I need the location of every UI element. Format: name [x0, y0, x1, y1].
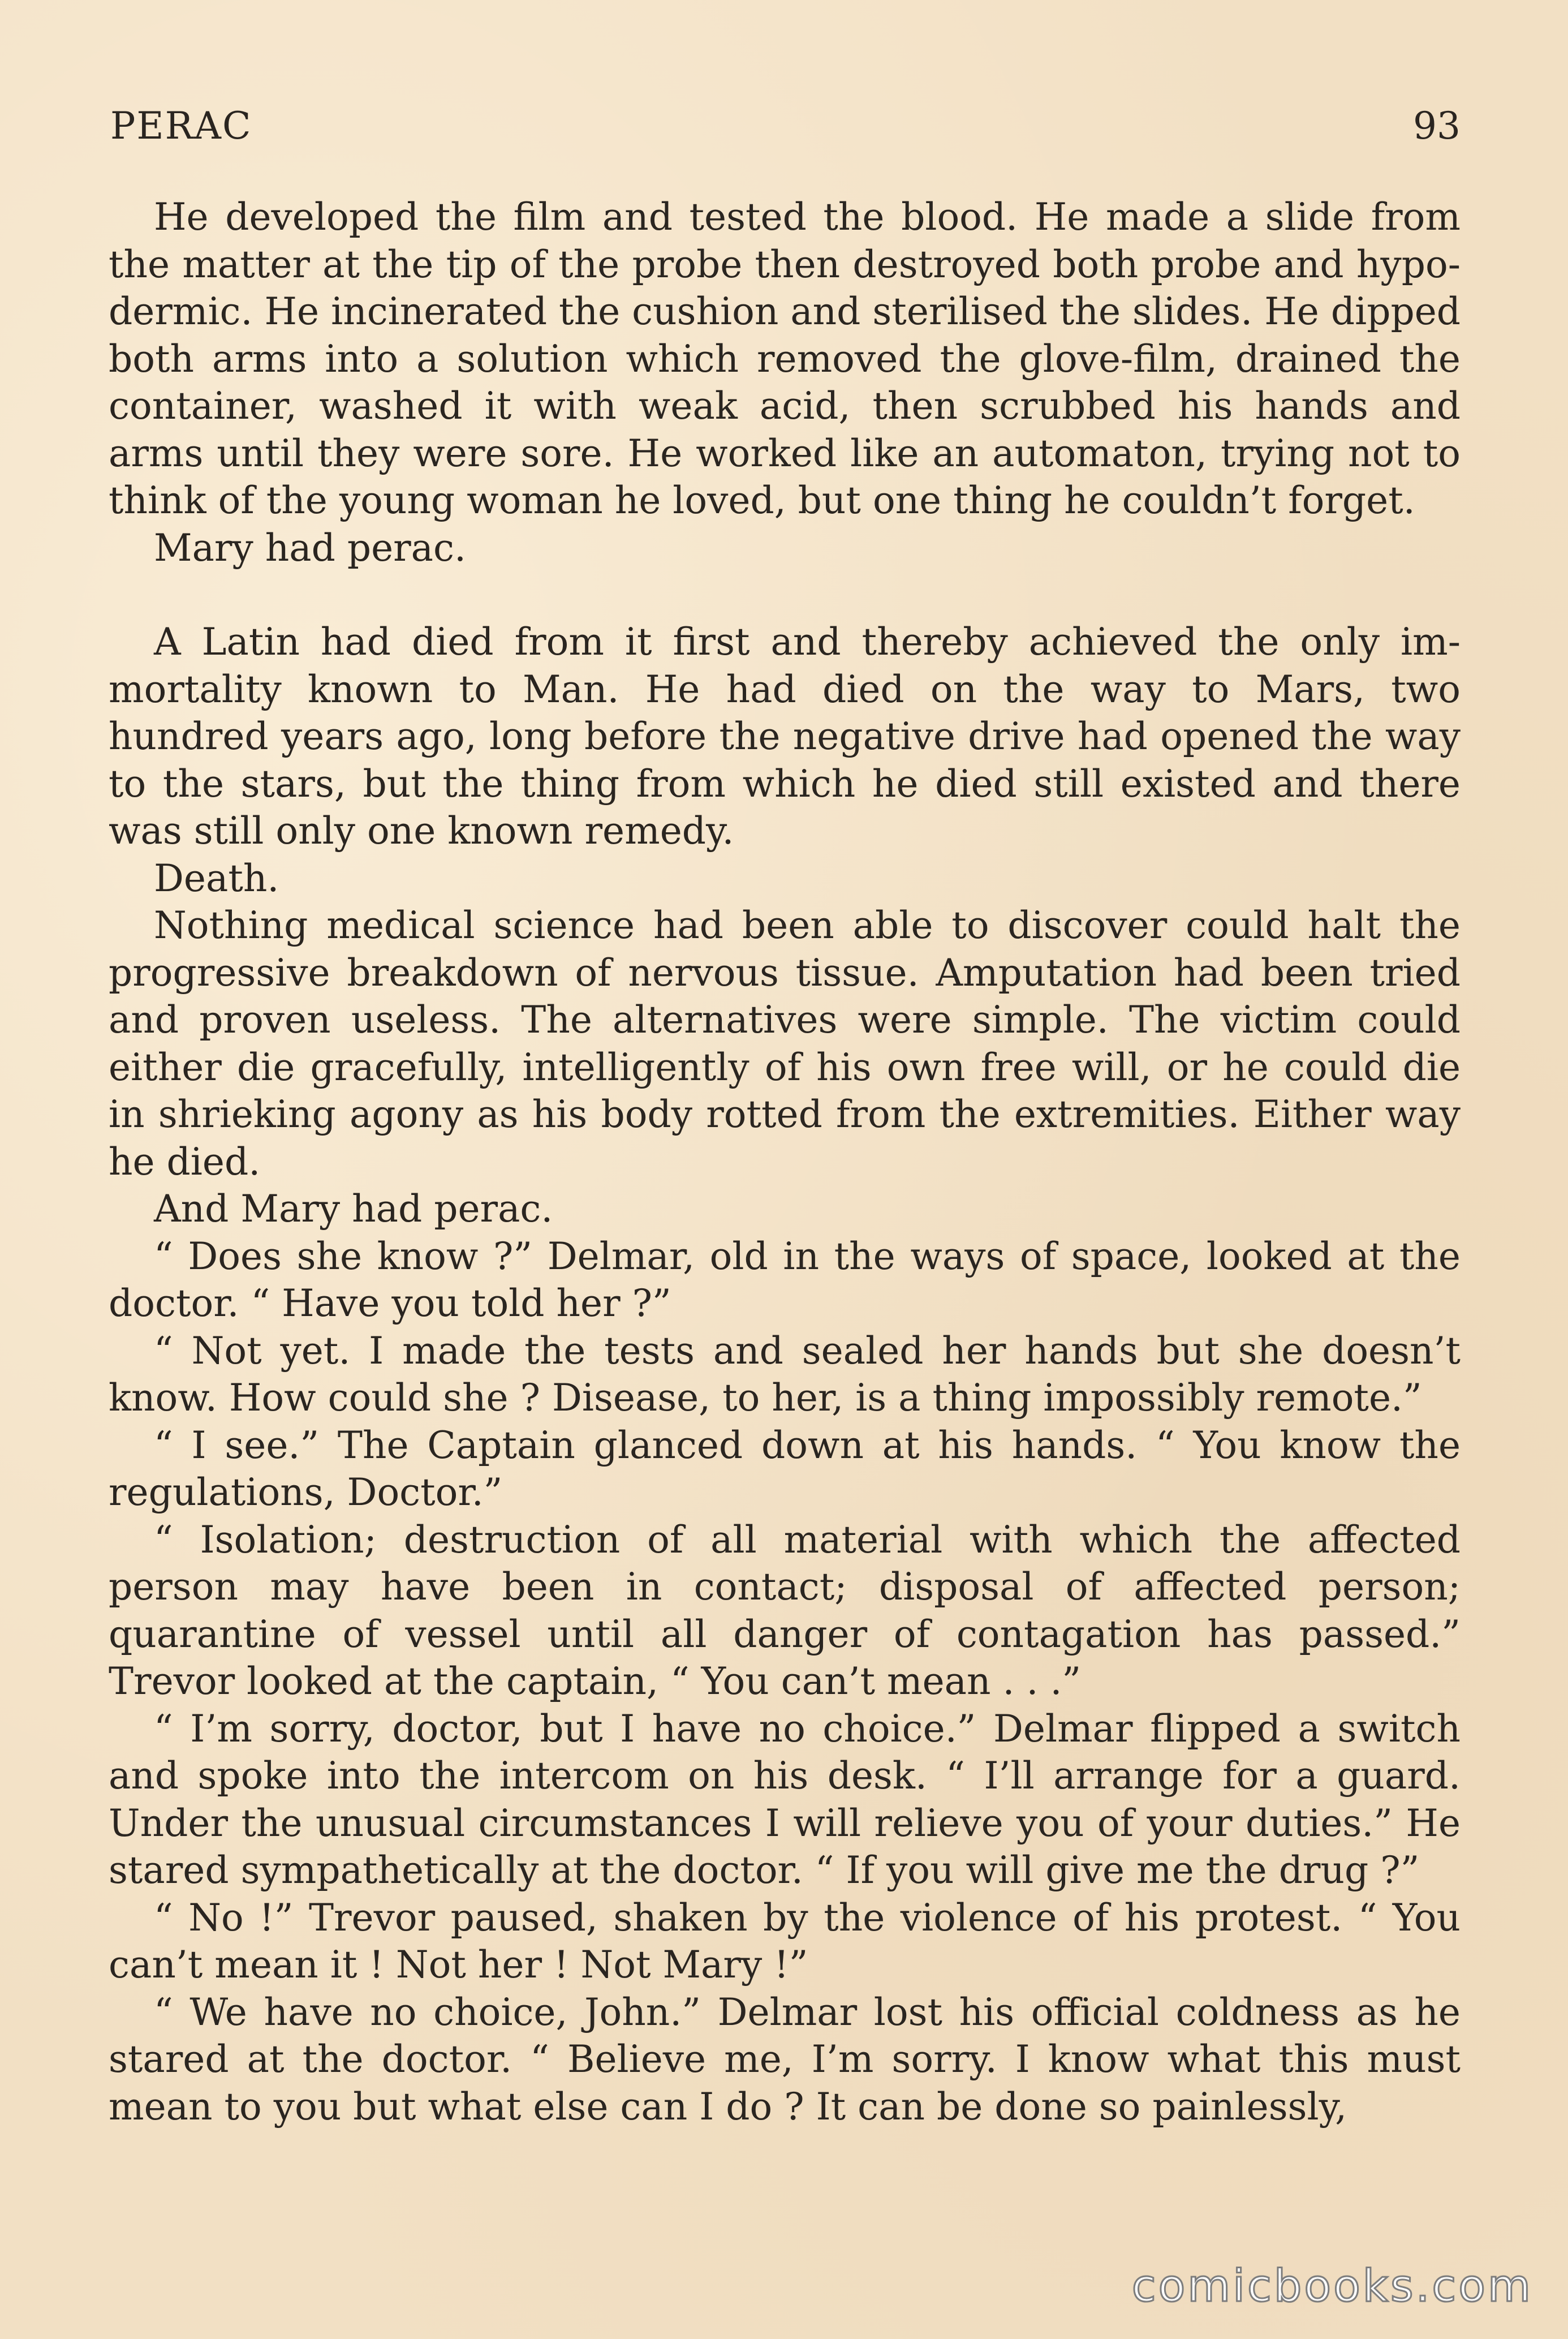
paragraph: A Latin had died from it first and thereby achieved the only immortality known to Man. He had died on the way to Mars, two hundred years ago, long before the negative drive had opened the way to the stars, but the thing from which he died still existed and there was still only one known remedy.: [109, 620, 1461, 853]
paragraph: “ Not yet. I made the tests and sealed her hands but she doesn’t know. How could she ? Disease, to her, is a thing impossibly remote.”: [109, 1328, 1461, 1420]
paragraph: Mary had perac.: [154, 526, 466, 570]
section-break: [109, 571, 1461, 618]
paragraph: “ I’m sorry, doctor, but I have no choice.” Delmar flipped a switch and spoke into the intercom on his desk. “ I’ll arrange for a guard. Under the unusual circumstances I will relieve you of your duties.” He stared sympathetically at the doctor. “ If you will give me the drug ?”: [109, 1706, 1461, 1892]
paragraph: Death.: [154, 856, 279, 900]
paragraph: “ I see.” The Captain glanced down at his hands. “ You know the regulations, Doctor.”: [109, 1423, 1461, 1514]
page-header: [110, 101, 1461, 152]
paragraph: And Mary had perac.: [154, 1187, 553, 1231]
watermark: comicbooks.com: [1131, 2261, 1533, 2312]
running-head: PERAC: [110, 104, 252, 148]
paragraph: “ No !” Trevor paused, shaken by the violence of his protest. “ You can’t mean it ! Not her ! Not Mary !”: [109, 1895, 1461, 1987]
body-text: [109, 194, 1461, 2130]
paragraph: Nothing medical science had been able to discover could halt the progressive breakdown of nervous tissue. Amputation had been tried and proven useless. The alternatives were simple. The victim could either die gracefully, intelligently of his own free will, or he could die in shrieking agony as his body rotted from the extremities. Either way he died.: [109, 904, 1461, 1184]
paragraph: “ Isolation; destruction of all material with which the affected person may have been in contact; disposal of affected person; quarantine of vessel until all danger of contagation has passed.” Trevor looked at the captain, “ You can’t mean . . .”: [109, 1517, 1461, 1703]
page-number: 93: [1413, 104, 1461, 148]
paragraph: “ We have no choice, John.” Delmar lost his official coldness as he stared at the doctor. “ Believe me, I’m sorry. I know what this must mean to you but what else can I do ? It can be done so painlessly,: [109, 1990, 1461, 2129]
paragraph: He developed the film and tested the blood. He made a slide from the matter at the tip of the probe then destroyed both probe and hypodermic. He incinerated the cushion and sterilised the slides. He dipped both arms into a solution which removed the glove-film, drained the container, washed it with weak acid, then scrubbed his hands and arms until they were sore. He worked like an automaton, trying not to think of the young woman he loved, but one thing he couldn’t forget.: [109, 195, 1461, 522]
paragraph: “ Does she know ?” Delmar, old in the ways of space, looked at the doctor. “ Have you told her ?”: [109, 1234, 1461, 1325]
